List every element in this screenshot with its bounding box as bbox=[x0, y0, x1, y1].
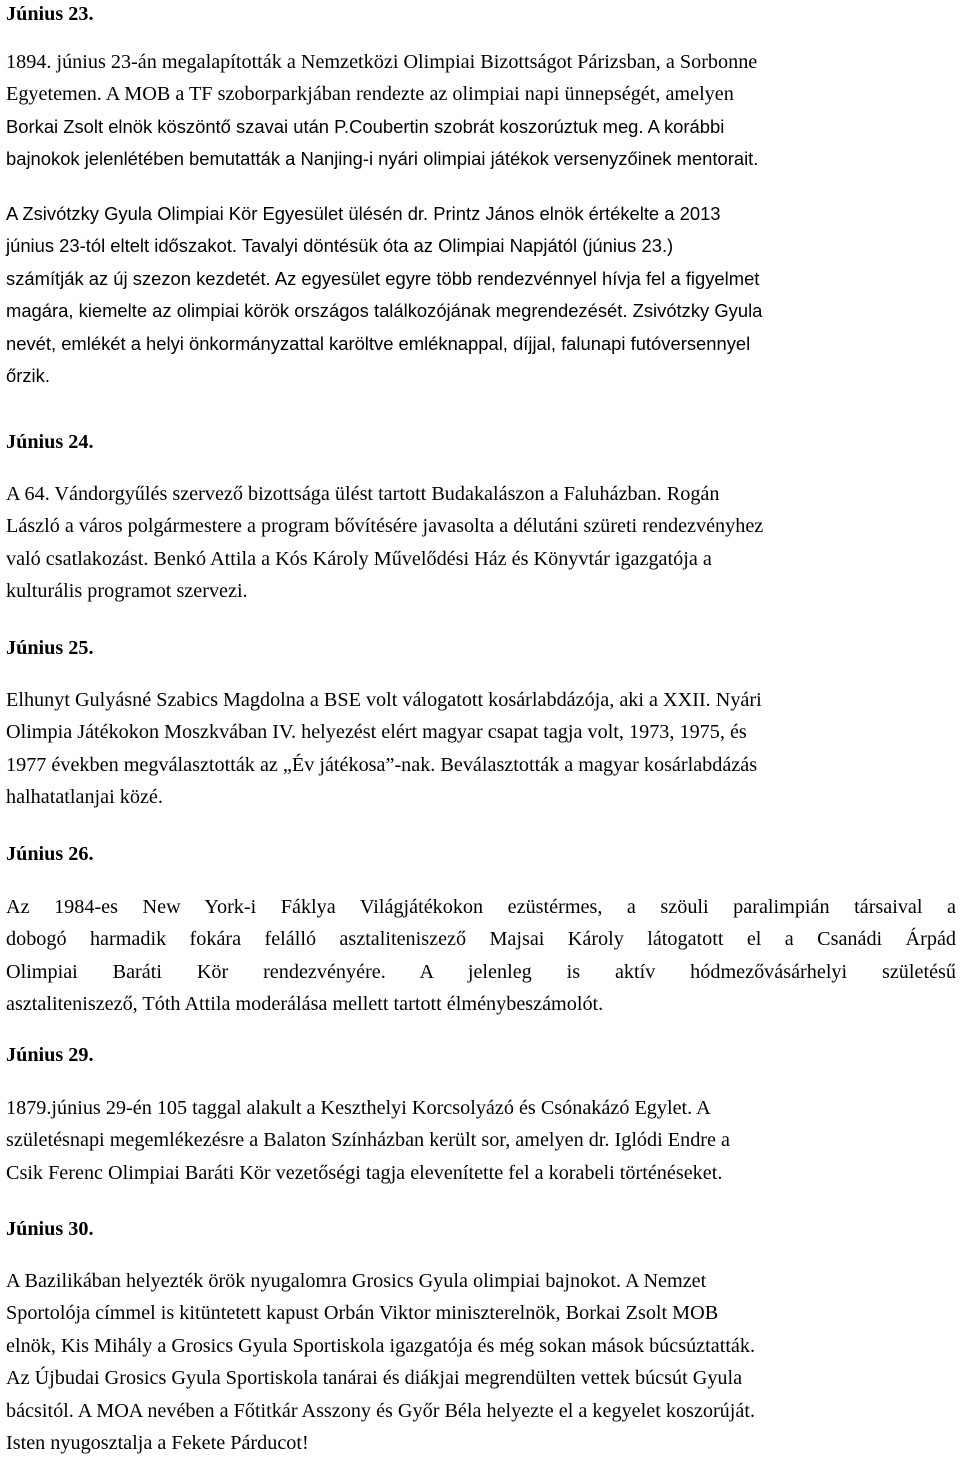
paragraph-jun-24 bbox=[6, 478, 956, 608]
section-heading-jun-23: Június 23. bbox=[6, 3, 94, 25]
paragraph-line: dobogó harmadik fokára felálló asztaliteniszező Majsai Károly látogatott el a Csanádi Árpád bbox=[6, 928, 956, 951]
paragraph-line: magára, kiemelte az olimpiai körök országos találkozójának megrendezését. Zsivótzky Gyula bbox=[6, 300, 763, 322]
paragraph-line: 1894. június 23-án megalapították a Nemzetközi Olimpiai Bizottságot Párizsban, a Sorbonne bbox=[6, 51, 758, 73]
paragraph-line: születésnapi megemlékezésre a Balaton Színházban került sor, amelyen dr. Iglódi Endre a bbox=[6, 1129, 730, 1152]
paragraph-line: elnök, Kis Mihály a Grosics Gyula Sportiskola igazgatója és még sokan mások búcsúztatták. bbox=[6, 1334, 756, 1357]
paragraph-line: Olimpiai Baráti Kör rendezvényére. A jelenleg is aktív hódmezővásárhelyi születésű bbox=[6, 960, 956, 983]
paragraph-line: Csik Ferenc Olimpiai Baráti Kör vezetőségi tagja elevenítette fel a korabeli történéseket. bbox=[6, 1161, 723, 1184]
paragraph-jun-29 bbox=[6, 1092, 956, 1189]
paragraph-line: A Bazilikában helyezték örök nyugalomra Grosics Gyula olimpiai bajnokot. A Nemzet bbox=[6, 1270, 707, 1292]
paragraph-line: őrzik. bbox=[6, 365, 50, 387]
paragraph-line: 1879.június 29-én 105 taggal alakult a Keszthelyi Korcsolyázó és Csónakázó Egylet. A bbox=[6, 1097, 711, 1119]
paragraph-jun-30 bbox=[6, 1265, 956, 1459]
section-heading-jun-25: Június 25. bbox=[6, 637, 94, 659]
paragraph-line: Egyetemen. A MOB a TF szoborparkjában rendezte az olimpiai napi ünnepségét, amelyen bbox=[6, 83, 734, 106]
paragraph-line: való csatlakozást. Benkó Attila a Kós Károly Művelődési Ház és Könyvtár igazgatója a bbox=[6, 547, 712, 570]
paragraph-line: kulturális programot szervezi. bbox=[6, 580, 248, 603]
paragraph-line: Isten nyugosztalja a Fekete Párducot! bbox=[6, 1432, 309, 1455]
paragraph-line: 1977 években megválasztották az „Év játékosa”-nak. Beválasztották a magyar kosárlabdázás bbox=[6, 753, 758, 776]
paragraph-line: Az Újbudai Grosics Gyula Sportiskola tanárai és diákjai megrendülten vettek búcsút Gyula bbox=[6, 1367, 743, 1390]
paragraph-line: Sportolója címmel is kitüntetett kapust Orbán Viktor miniszterelnök, Borkai Zsolt MOB bbox=[6, 1302, 719, 1325]
paragraph-line: bácsitól. A MOA nevében a Főtitkár Asszony és Győr Béla helyezte el a kegyelet koszorúját. bbox=[6, 1399, 755, 1422]
paragraph-line: Az 1984-es New York-i Fáklya Világjátékokon ezüstérmes, a szöuli paralimpián társaival a bbox=[6, 896, 956, 918]
paragraph-jun-25 bbox=[6, 684, 956, 814]
paragraph-line: A 64. Vándorgyűlés szervező bizottsága ülést tartott Budakalászon a Faluházban. Rogán bbox=[6, 483, 720, 505]
paragraph-line: Borkai Zsolt elnök köszöntő szavai után P.Coubertin szobrát koszorúztuk meg. A korábbi bbox=[6, 115, 725, 137]
paragraph-line: halhatatlanjai közé. bbox=[6, 786, 163, 809]
paragraph-line: A Zsivótzky Gyula Olimpiai Kör Egyesület ülésén dr. Printz János elnök értékelte a 2013 bbox=[6, 203, 721, 224]
paragraph-line: bajnokok jelenlétében bemutatták a Nanjing-i nyári olimpiai játékok versenyzőinek mentorait. bbox=[6, 148, 759, 170]
paragraph-line: számítják az új szezon kezdetét. Az egyesület egyre több rendezvénnyel hívja fel a figyelmet bbox=[6, 267, 760, 289]
paragraph-line: Olimpia Játékokon Moszkvában IV. helyezést elért magyar csapat tagja volt, 1973, 1975, és bbox=[6, 721, 747, 744]
paragraph-line: László a város polgármestere a program bővítésére javasolta a délutáni szüreti rendezvényhez bbox=[6, 515, 764, 538]
paragraph-line: asztaliteniszező, Tóth Attila moderálása mellett tartott élménybeszámolót. bbox=[6, 993, 604, 1016]
paragraph-line: Elhunyt Gulyásné Szabics Magdolna a BSE volt válogatott kosárlabdázója, aki a XXII. Nyári bbox=[6, 689, 762, 711]
section-heading-jun-24: Június 24. bbox=[6, 431, 94, 453]
paragraph-jun-23-zsivotzky-club bbox=[6, 198, 956, 392]
paragraph-line: június 23-tól eltelt időszakot. Tavalyi döntésük óta az Olimpiai Napjától (június 23.) bbox=[6, 235, 674, 257]
paragraph-line: nevét, emlékét a helyi önkormányzattal karöltve emléknappal, díjjal, falunapi futóversennyel bbox=[6, 332, 751, 354]
section-heading-jun-26: Június 26. bbox=[6, 843, 94, 865]
section-heading-jun-29: Június 29. bbox=[6, 1044, 94, 1066]
paragraph-jun-23-olympic-day bbox=[6, 46, 956, 176]
section-heading-jun-30: Június 30. bbox=[6, 1218, 94, 1240]
paragraph-jun-26 bbox=[6, 891, 956, 1021]
